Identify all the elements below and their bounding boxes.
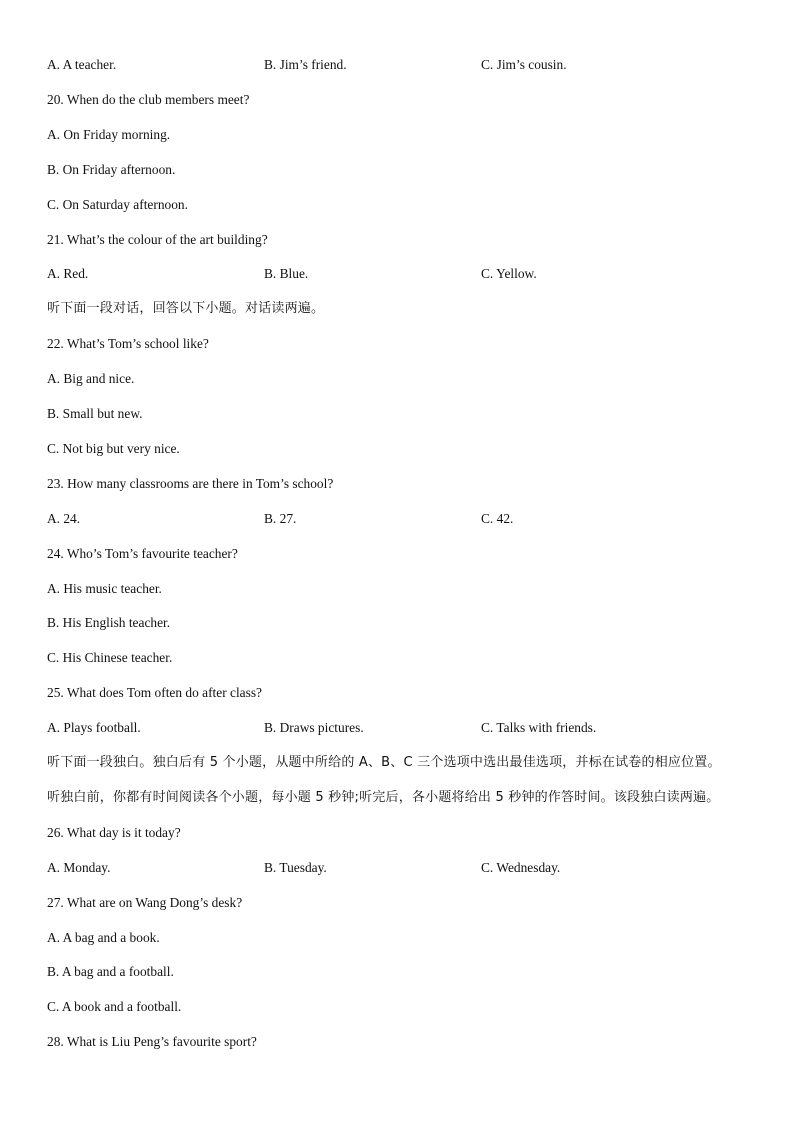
option-a: A. Plays football. xyxy=(47,720,141,736)
option-a: A. A teacher. xyxy=(47,57,117,72)
option-c: C. Talks with friends. xyxy=(481,720,597,736)
section-instruction: 听下面一段对话，回答以下小题。对话读两遍。 xyxy=(47,301,325,317)
option-b: B. Draws pictures. xyxy=(264,720,364,736)
question-text: 23. How many classrooms are there in Tom’s school? xyxy=(47,475,334,491)
answer-option: A. His music teacher. xyxy=(47,580,162,596)
option-c: C. Yellow. xyxy=(481,266,537,282)
answer-option: B. Small but new. xyxy=(47,406,143,421)
answer-option: A. On Friday morning. xyxy=(47,126,171,142)
question-text: 26. What day is it today? xyxy=(47,824,181,840)
question-text: 20. When do the club members meet? xyxy=(47,91,250,107)
option-c: C. Wednesday. xyxy=(481,859,561,875)
option-c: C. 42. xyxy=(481,510,514,526)
answer-option: C. His Chinese teacher. xyxy=(47,650,173,666)
answer-option: B. His English teacher. xyxy=(47,615,171,631)
question-text: 22. What’s Tom’s school like? xyxy=(47,336,209,352)
section-instruction: 听下面一段独白。独白后有 5 个小题，从题中所给的 A、B、C 三个选项中选出最佳选项，并标在试卷的相应位置。 xyxy=(47,755,721,770)
answer-option: C. A book and a football. xyxy=(47,999,182,1015)
section-instruction: 听独白前，你都有时间阅读各个小题，每小题 5 秒钟;听完后，各小题将给出 5 秒钟的作答时间。该段独白读两遍。 xyxy=(47,789,720,805)
question-text: 21. What’s the colour of the art building? xyxy=(47,231,268,247)
option-c: C. Jim’s cousin. xyxy=(481,57,567,72)
answer-option: B. On Friday afternoon. xyxy=(47,161,176,177)
answer-option: B. A bag and a football. xyxy=(47,964,174,980)
question-text: 28. What is Liu Peng’s favourite sport? xyxy=(47,1034,257,1050)
question-text: 27. What are on Wang Dong’s desk? xyxy=(47,894,243,910)
answer-option: C. Not big but very nice. xyxy=(47,440,180,456)
option-a: A. 24. xyxy=(47,510,81,526)
question-text: 24. Who’s Tom’s favourite teacher? xyxy=(47,545,238,561)
option-a: A. Monday. xyxy=(47,859,111,875)
option-a: A. Red. xyxy=(47,266,89,282)
option-b: B. Tuesday. xyxy=(264,859,327,875)
answer-option: A. A bag and a book. xyxy=(47,929,160,945)
option-b: B. Blue. xyxy=(264,266,309,282)
answer-option: A. Big and nice. xyxy=(47,371,135,387)
question-text: 25. What does Tom often do after class? xyxy=(47,685,262,701)
answer-option: C. On Saturday afternoon. xyxy=(47,196,188,212)
option-b: B. 27. xyxy=(264,510,297,526)
option-b: B. Jim’s friend. xyxy=(264,57,347,72)
